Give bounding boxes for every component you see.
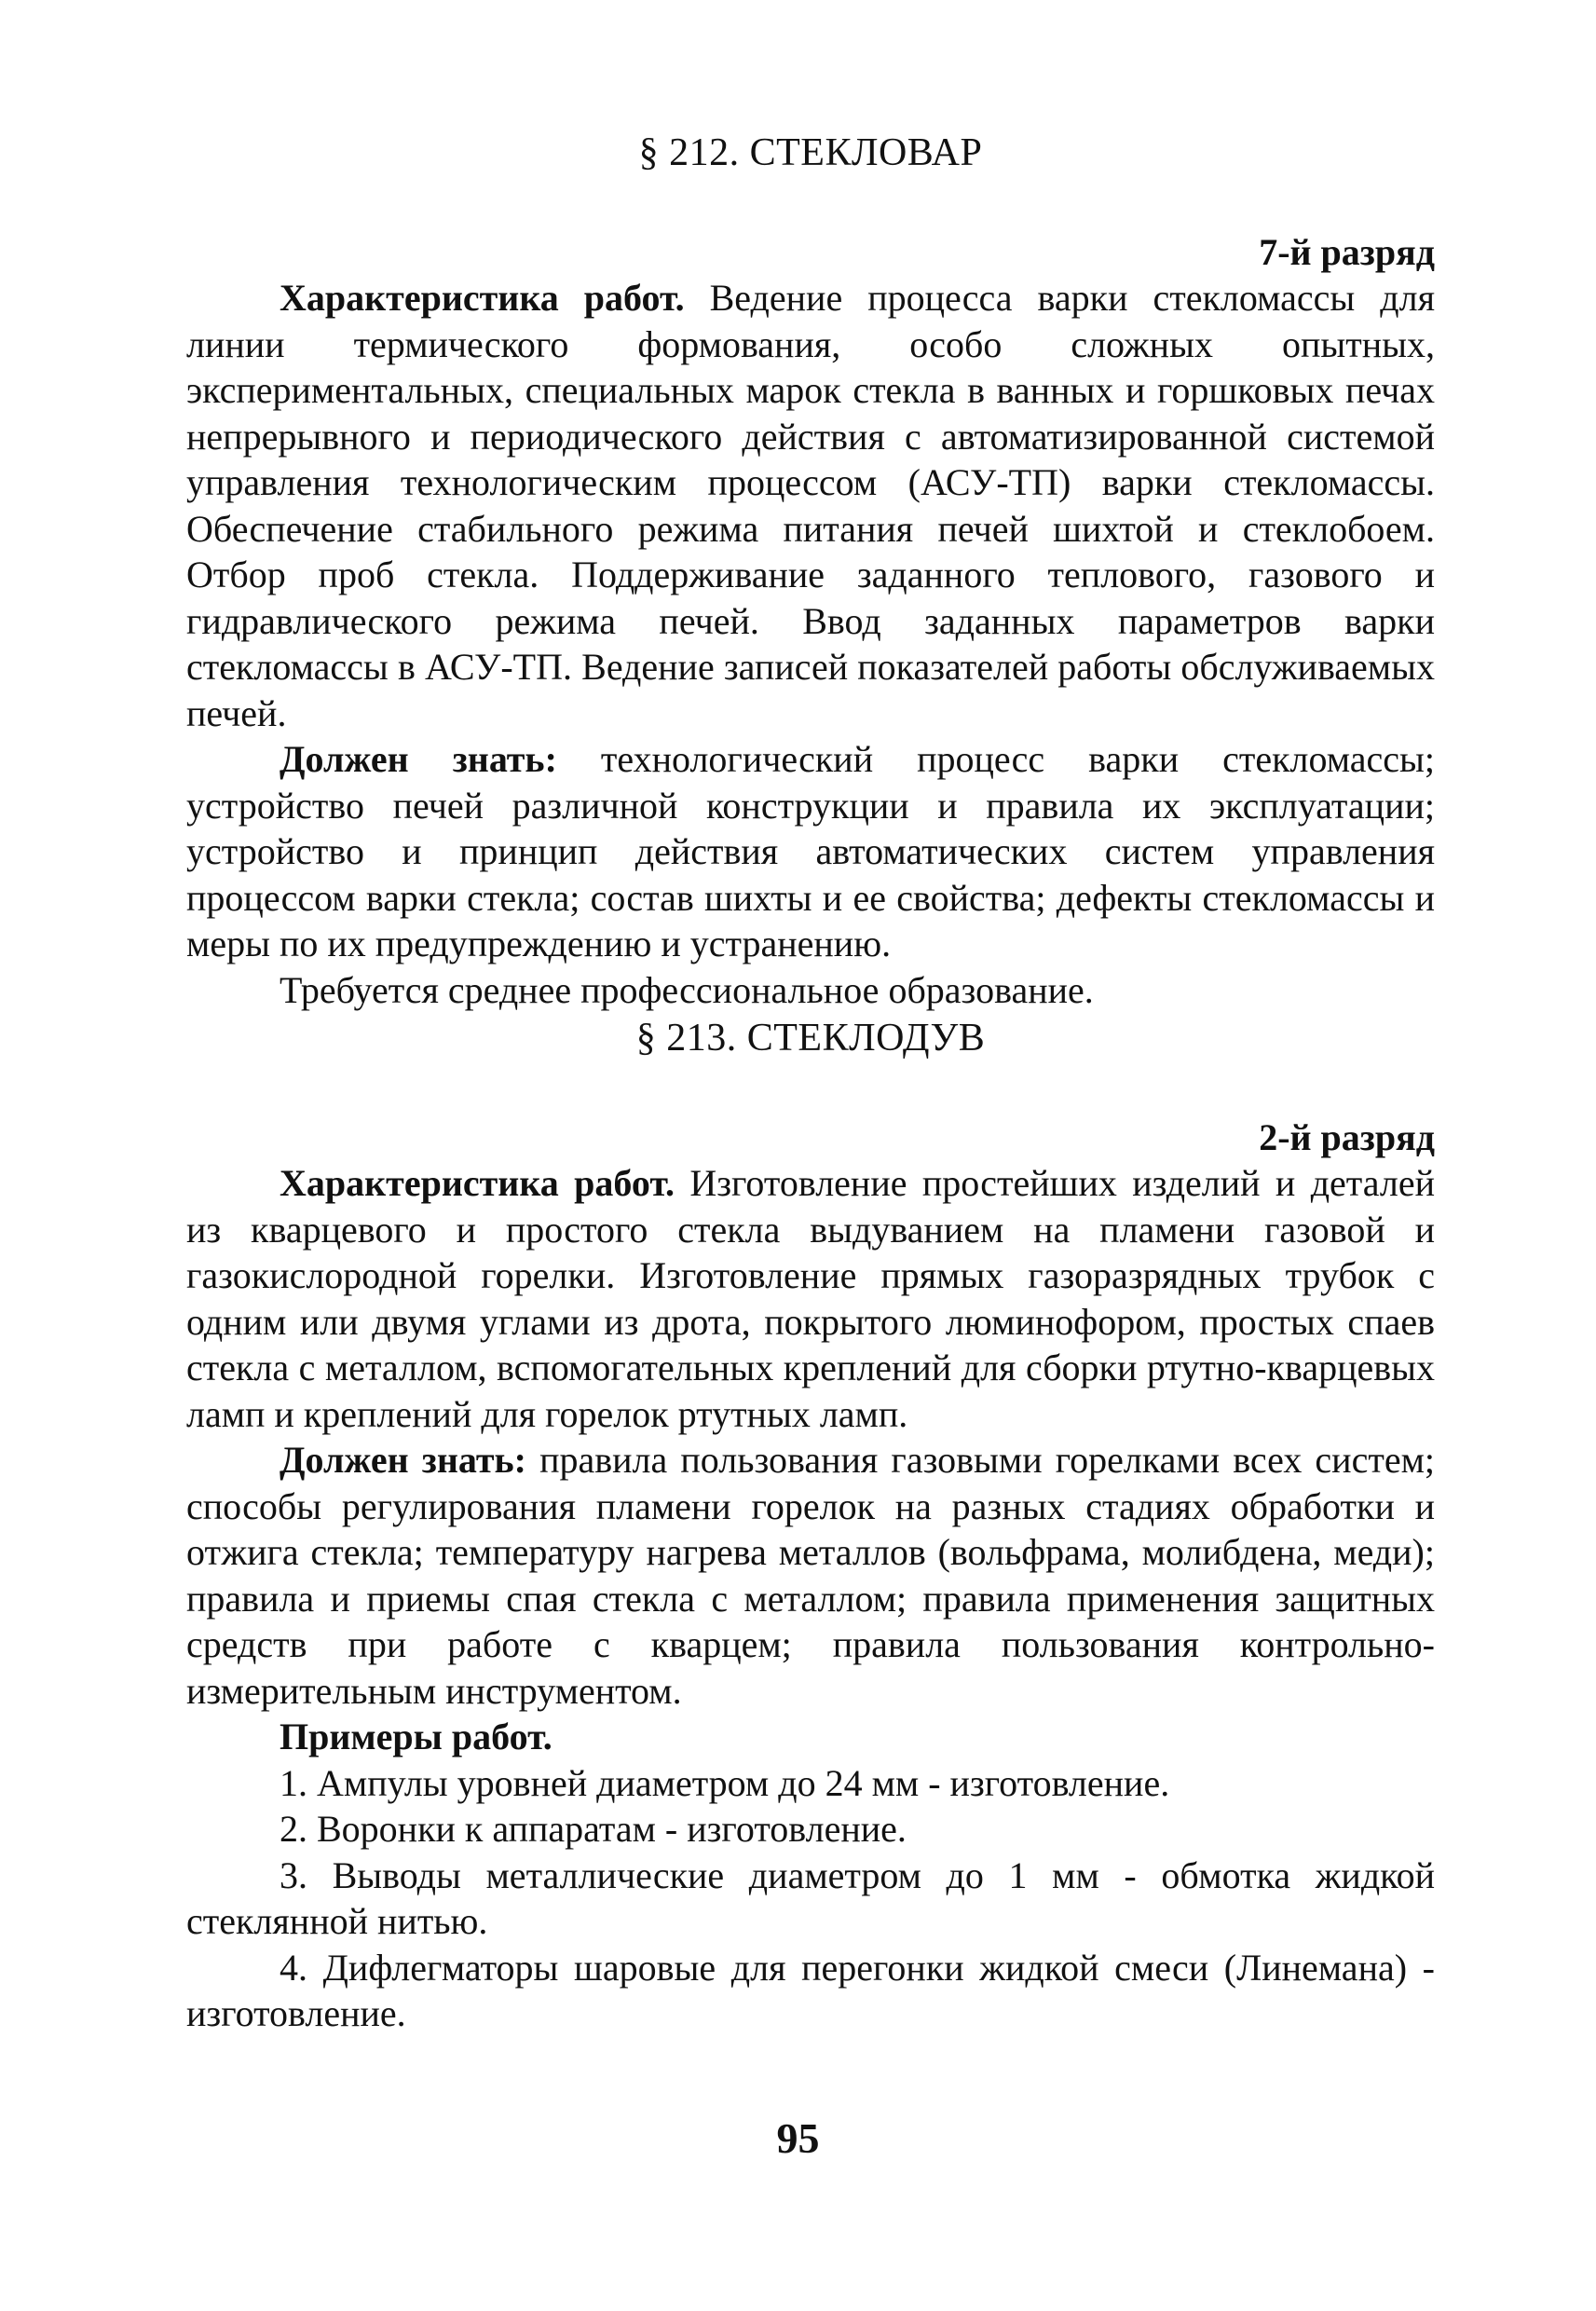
section-213 [186,1016,1435,2037]
knowledge-label: Должен знать: [280,1439,527,1481]
knowledge-text: технологический процесс варки стекломассы; устройство печей различной конструкции и правила их эксплуатации; устройство и принцип действия автоматических систем управления процессом варки стекла; состав шихты и ее свойства; дефекты стекломассы и меры по их предупреждению и устранению. [186,738,1435,964]
example-item: 2. Воронки к аппаратам - изготовление. [280,1808,907,1850]
section-212-title: § 212. СТЕКЛОВАР [638,131,983,174]
section-212-rank: 7-й разряд [1259,230,1435,273]
section-212-education: Требуется среднее профессиональное образование. [280,968,1094,1011]
section-213-rank: 2-й разряд [1259,1115,1435,1158]
page-number: 95 [776,2114,820,2162]
section-213-knowledge [186,1437,1435,1714]
example-item: 4. Дифлегматоры шаровые для перегонки жидкой смеси (Линемана) - изготовление. [186,1946,1435,2034]
characteristics-text: Ведение процесса варки стекломассы для линии термического формования, особо сложных опытных, экспериментальных, специальных марок стекла в ванных и горшковых печах непрерывного и периодического действия с автоматизированной системой управления технологическим процессом (АСУ-ТП) варки стекломассы. Обеспечение стабильного режима питания печей шихтой и стеклобоем. Отбор проб стекла. Поддерживание заданного теплового, газового и гидравлического режима печей. Ввод заданных параметров варки стекломассы в АСУ-ТП. Ведение записей показателей работы обслуживаемых печей. [186,277,1435,734]
example-item: 3. Выводы металлические диаметром до 1 мм - обмотка жидкой стеклянной нитью. [186,1853,1435,1942]
section-212 [186,130,1435,1013]
characteristics-label: Характеристика работ. [280,1162,675,1204]
characteristics-label: Характеристика работ. [280,277,685,319]
characteristics-text: Изготовление простейших изделий и деталей из кварцевого и простого стекла выдуванием на пламени газовой и газокислородной горелки. Изготовление прямых газоразрядных трубок с одним или двумя углами из дрота, покрытого люминофором, простых спаев стекла с металлом, вспомогательных креплений для сборки ртутно-кварцевых ламп и креплений для горелок ртутных ламп. [186,1162,1435,1435]
knowledge-text: правила пользования газовыми горелками всех систем; способы регулирования пламени горелок на разных стадиях обработки и отжига стекла; температуру нагрева металлов (вольфрама, молибдена, меди); правила и приемы спая стекла с металлом; правила применения защитных средств при работе с кварцем; правила пользования контрольно-измерительным инструментом. [186,1439,1436,1712]
section-213-title: § 213. СТЕКЛОДУВ [635,1017,986,1060]
example-item: 1. Ампулы уровней диаметром до 24 мм - изготовление. [280,1761,1170,1804]
section-212-characteristics [186,275,1435,736]
knowledge-label: Должен знать: [280,738,557,780]
section-213-characteristics [186,1160,1435,1437]
section-213-examples-label: Примеры работ. [280,1716,552,1757]
section-212-knowledge [186,736,1435,967]
